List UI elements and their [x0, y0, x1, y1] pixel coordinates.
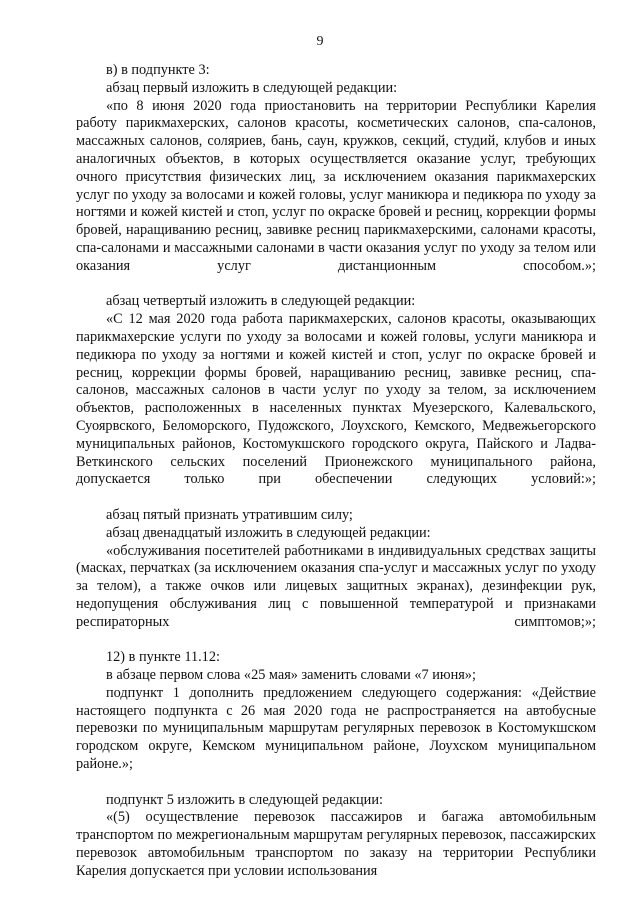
paragraph-first-abzac-text: «по 8 июня 2020 года приостановить на территории Республики Карелия работу парикмахерских, салонов красоты, косметических салонов, спа-салонов, массажных салонов, соляриев, бань, саун, кружков, секций, студий, клубов и иных аналогичных объектов, в которых осуществляется оказание услуг, требующих очного присутствия физических лиц, за исключением оказания парикмахерских услуг по уходу за волосами и кожей головы, услуг маникюра и педикюра по уходу за ногтями и кожей кистей и стоп, услуг по окраске бровей и ресниц, коррекции формы бровей, наращиванию ресниц, завивке ресниц парикмахерскими, салонами красоты, спа-салонами и массажными салонами в части оказания услуг по уходу за телом или оказания услуг дистанционным способом.»;	[76, 97, 596, 274]
paragraph-item-v-header: в) в подпункте 3:	[106, 62, 210, 78]
paragraph-fifth-abzac-void: абзац пятый признать утратившим силу;	[106, 506, 353, 523]
paragraph-subitem-1-addition: подпункт 1 дополнить предложением следующего содержания: «Действие настоящего подпункта с 26 мая 2020 года не распространяется на автобусные перевозки по муниципальным маршрутам регулярных перевозок в Костомукшском городском округе, Кемском муниципальном районе, Лоухском муниципальном районе.»;	[76, 684, 596, 773]
paragraph-first-abzac-intro: абзац первый изложить в следующей редакции:	[106, 79, 398, 96]
document-body	[76, 62, 596, 881]
paragraph-first-abzac-replace: в абзаце первом слова «25 мая» заменить словами «7 июня»;	[106, 667, 476, 684]
paragraph-item-12-header: 12) в пункте 11.12:	[106, 649, 220, 666]
paragraph-subitem-5-text: «(5) осуществление перевозок пассажиров и багажа автомобильным транспортом по межрегиональным маршрутам регулярных перевозок, пассажирских перевозок автомобильным транспортом по заказу на территории Республики Карелия допускается при условии использования	[76, 809, 596, 879]
paragraph-fourth-abzac-text: «С 12 мая 2020 года работа парикмахерских, салонов красоты, оказывающих парикмахерские услуги по уходу за волосами и кожей головы, услуги маникюра и педикюра по уходу за ногтями и кожей кистей и стоп, услуг по окраске бровей и ресниц, коррекции формы бровей, наращиванию ресниц, завивке ресниц, спа-салонов, массажных салонов в части услуг по уходу за телом, за исключением объектов, расположенных в населенных пунктах Муезерского, Калевальского, Суоярвского, Беломорского, Пудожского, Лоухского, Кемского, Медвежьегорского муниципальных районов, Костомукшского городского округа, Пайского и Ладва-Веткинского сельских поселений Прионежского муниципального района, допускается только при обеспечении следующих условий:»;	[76, 311, 596, 488]
page-number: 9	[316, 34, 324, 49]
paragraph-twelfth-abzac-text: «обслуживания посетителей работниками в индивидуальных средствах защиты (масках, перчатках (за исключением оказания спа-услуг и массажных услуг по уходу за телом), а также очков или лицевых защитных экранах), дезинфекции рук, недопущения обслуживания лиц с повышенной температурой и признаками респираторных симптомов;»;	[76, 542, 596, 630]
paragraph-fourth-abzac-intro: абзац четвертый изложить в следующей редакции:	[106, 293, 416, 310]
paragraph-subitem-5-intro: подпункт 5 изложить в следующей редакции:	[106, 791, 383, 808]
paragraph-twelfth-abzac-intro: абзац двенадцатый изложить в следующей редакции:	[106, 524, 431, 541]
